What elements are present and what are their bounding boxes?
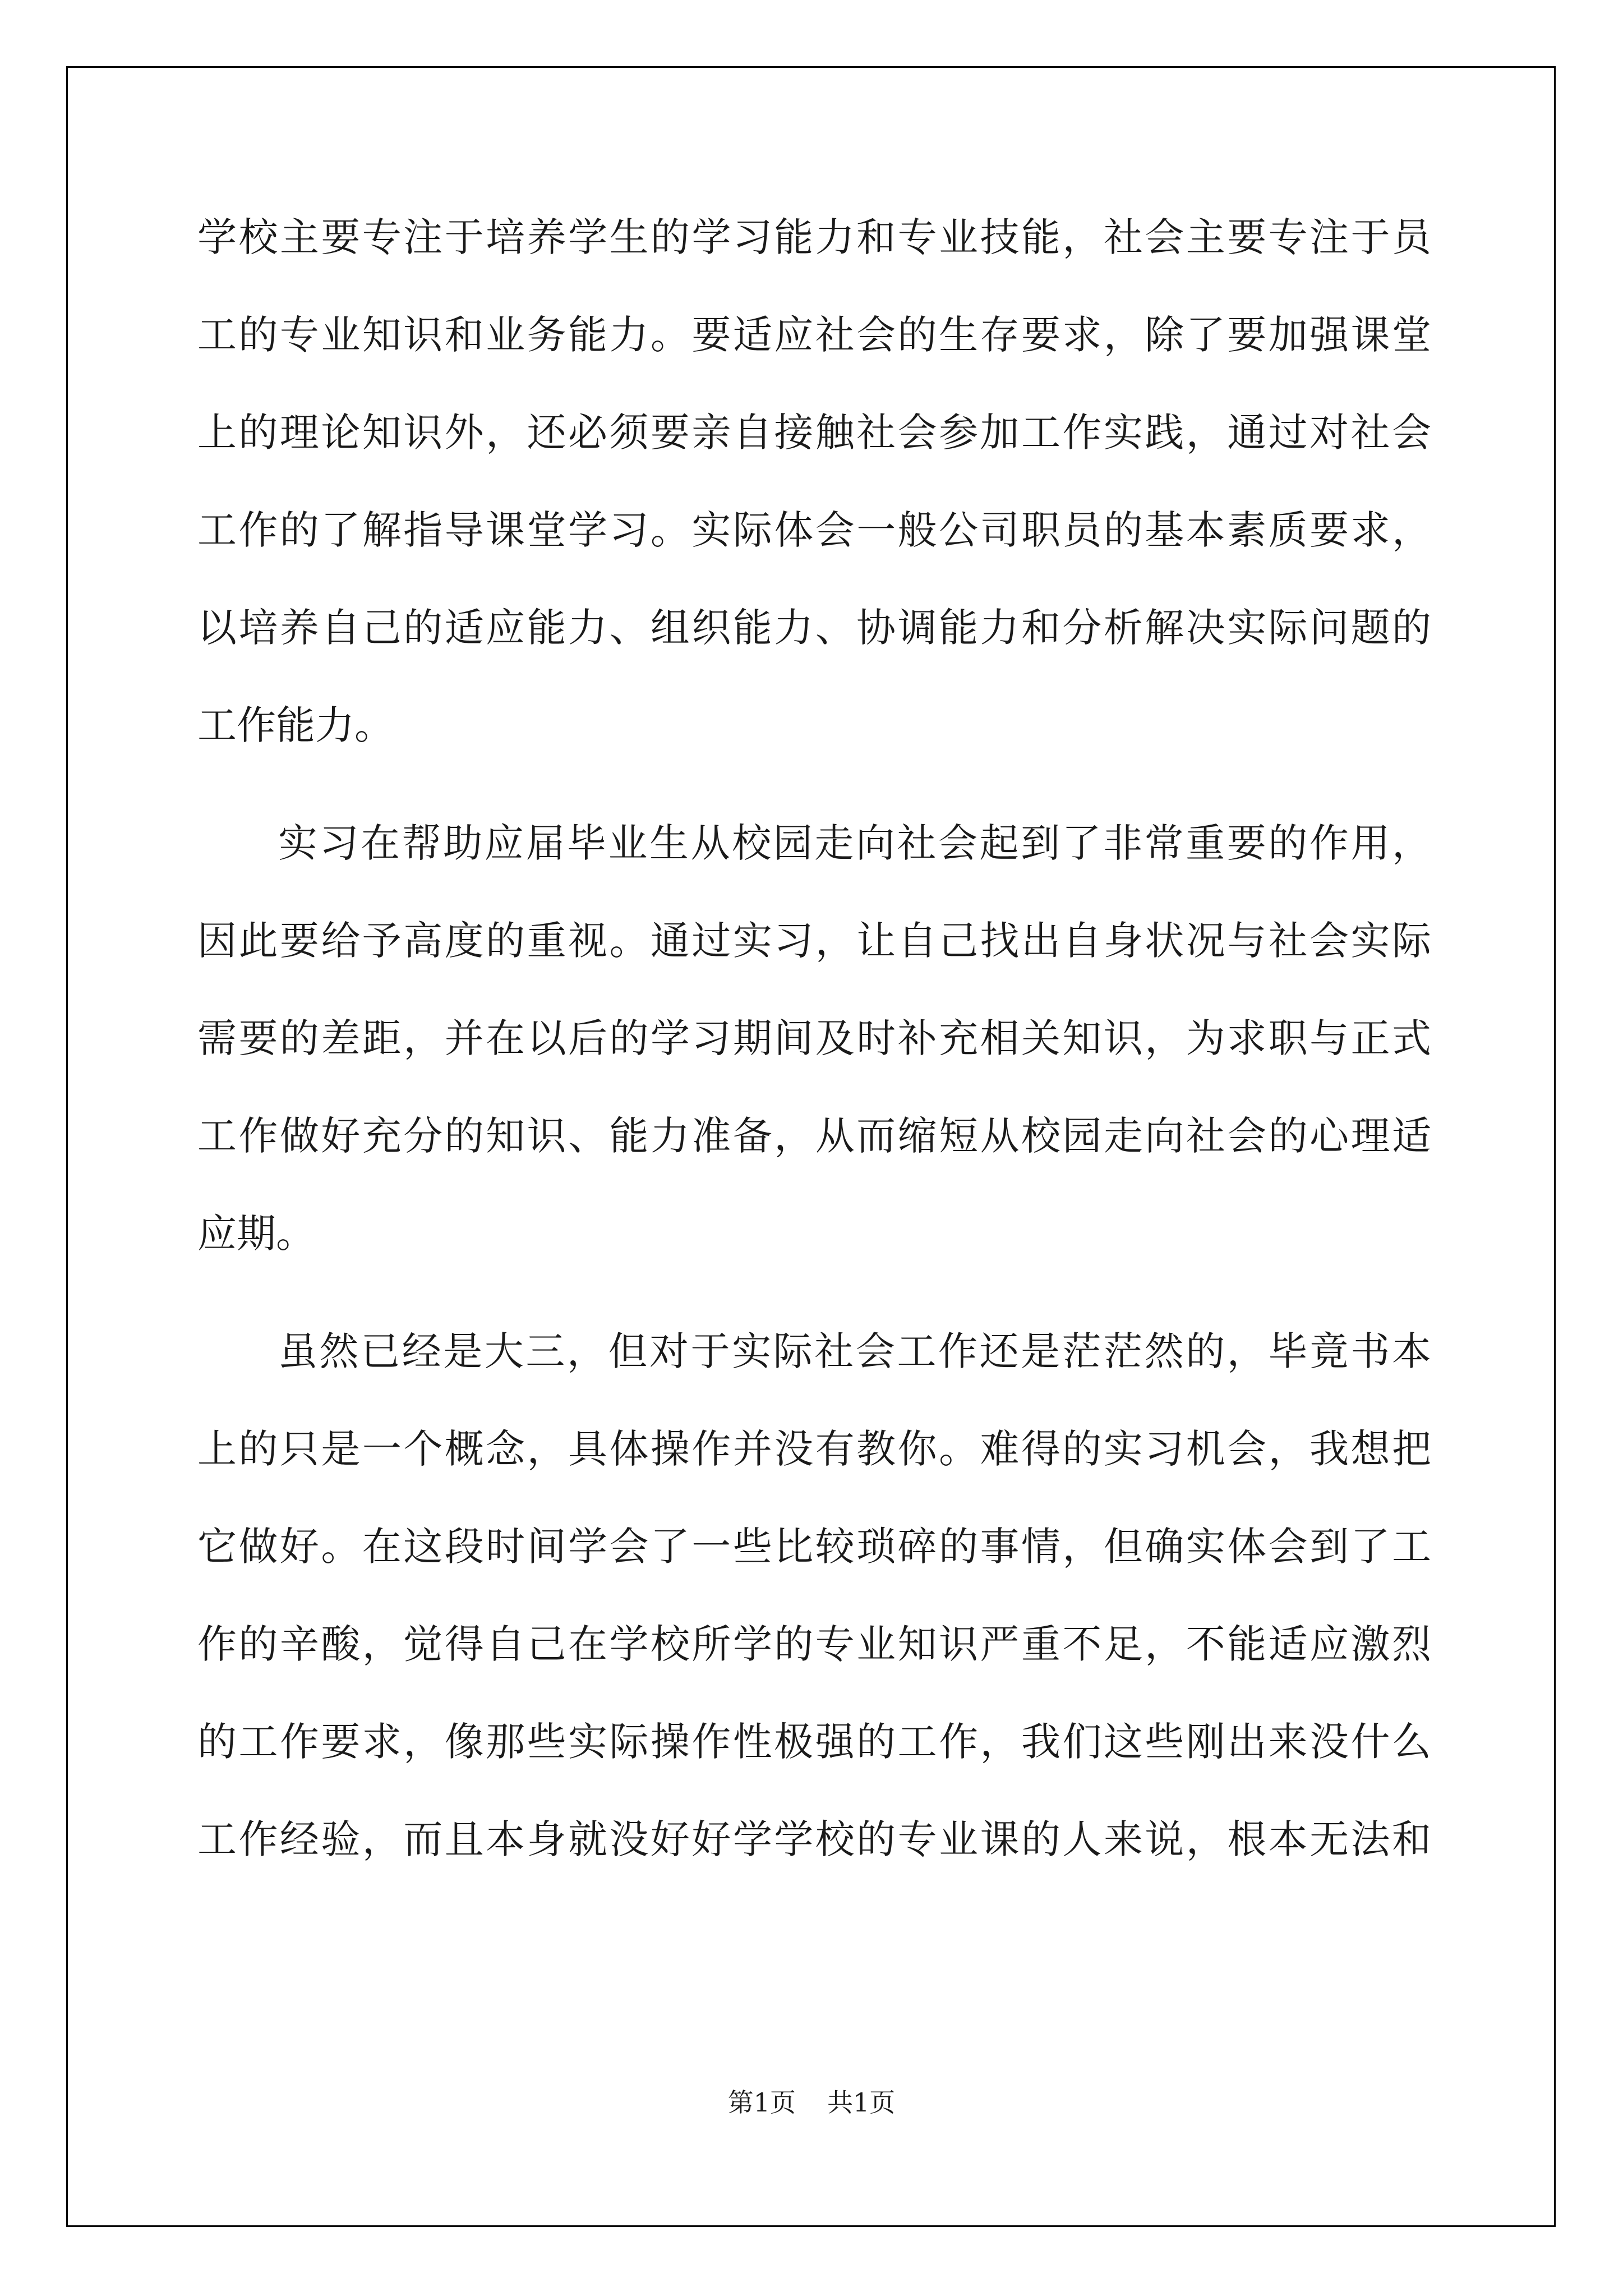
text-line: 因此要给予高度的重视。通过实习，让自己找出自身状况与社会实际 xyxy=(197,918,1431,964)
page-footer xyxy=(0,2082,1623,2119)
text-line: 工作能力。 xyxy=(197,702,394,748)
document-body xyxy=(197,212,1431,1912)
text-line: 它做好。在这段时间学会了一些比较琐碎的事情，但确实体会到了工 xyxy=(197,1524,1431,1570)
text-line: 上的理论知识外，还必须要亲自接触社会参加工作实践，通过对社会 xyxy=(197,409,1431,455)
text-line: 的工作要求，像那些实际操作性极强的工作，我们这些刚出来没什么 xyxy=(197,1719,1431,1765)
text-line: 工的专业知识和业务能力。要适应社会的生存要求，除了要加强课堂 xyxy=(197,312,1431,358)
page-number: 第1页 xyxy=(727,2087,796,2118)
text-line: 作的辛酸，觉得自己在学校所学的专业知识严重不足，不能适应激烈 xyxy=(197,1621,1431,1667)
text-line: 工作的了解指导课堂学习。实际体会一般公司职员的基本素质要求， xyxy=(197,507,1431,553)
text-line: 上的只是一个概念，具体操作并没有教你。难得的实习机会，我想把 xyxy=(197,1426,1431,1472)
text-line: 工作做好充分的知识、能力准备，从而缩短从校园走向社会的心理适 xyxy=(197,1113,1431,1159)
text-line: 以培养自己的适应能力、组织能力、协调能力和分析解决实际问题的 xyxy=(197,605,1431,651)
text-line: 实习在帮助应届毕业生从校园走向社会起到了非常重要的作用， xyxy=(278,820,1431,866)
paragraph-gap xyxy=(197,798,1431,818)
text-line: 虽然已经是大三，但对于实际社会工作还是茫茫然的，毕竟书本 xyxy=(278,1328,1431,1374)
text-line: 工作经验，而且本身就没好好学学校的专业课的人来说，根本无法和 xyxy=(197,1816,1431,1862)
paragraph-gap xyxy=(197,1306,1431,1326)
page-total: 共1页 xyxy=(827,2087,896,2118)
text-line: 学校主要专注于培养学生的学习能力和专业技能，社会主要专注于员 xyxy=(197,214,1431,260)
text-line: 需要的差距，并在以后的学习期间及时补充相关知识，为求职与正式 xyxy=(197,1015,1431,1061)
text-line: 应期。 xyxy=(197,1211,315,1257)
